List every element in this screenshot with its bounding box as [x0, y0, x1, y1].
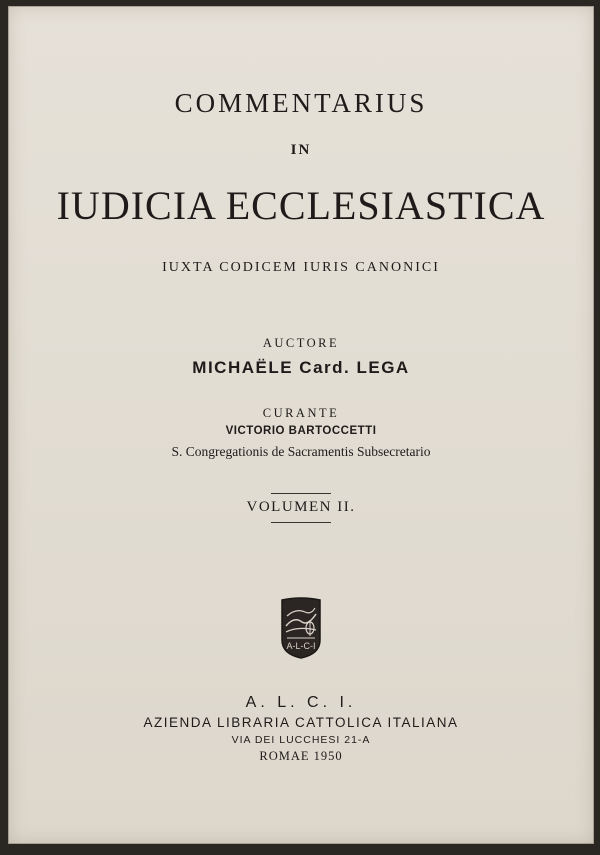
author-label: AUCTORE [262, 336, 340, 350]
volume-rule-bottom [271, 522, 331, 523]
alci-emblem-icon [278, 596, 324, 660]
title-connector: IN [290, 142, 312, 158]
book-cover [8, 6, 594, 844]
volume-label: VOLUMEN II. [246, 499, 356, 515]
title-top: COMMENTARIUS [174, 88, 428, 118]
publisher-abbreviation: A. L. C. I. [245, 694, 357, 711]
editor-label: CURANTE [262, 406, 340, 420]
volume-rule-top [271, 493, 331, 494]
place-year: ROMAE 1950 [259, 749, 343, 763]
main-title: IUDICIA ECCLESIASTICA [56, 183, 546, 228]
editor-role: S. Congregationis de Sacramentis Subsecretario [171, 444, 431, 459]
logo-text: A-L-C-I [286, 641, 316, 651]
publisher-name: AZIENDA LIBRARIA CATTOLICA ITALIANA [143, 715, 459, 730]
subtitle: IUXTA CODICEM IURIS CANONICI [162, 260, 440, 275]
author-name: MICHAËLE Card. LEGA [192, 358, 410, 377]
editor-name: VICTORIO BARTOCCETTI [225, 425, 377, 437]
publisher-address: VIA DEI LUCCHESI 21-A [231, 734, 371, 746]
